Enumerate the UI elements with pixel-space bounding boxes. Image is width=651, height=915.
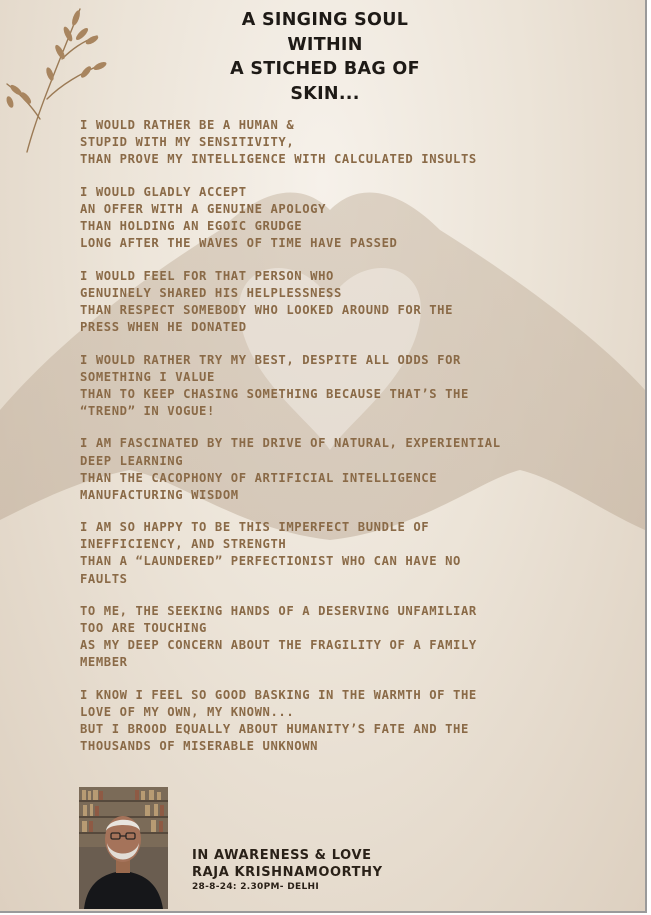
poem-line: LOVE OF MY OWN, MY KNOWN... bbox=[80, 705, 295, 720]
author-portrait-icon bbox=[79, 787, 168, 909]
signature-closing: IN AWARENESS & LOVE bbox=[192, 848, 372, 863]
title-line: SKIN... bbox=[290, 83, 360, 104]
poem-line: I WOULD GLADLY ACCEPT bbox=[80, 184, 247, 199]
stanza bbox=[80, 352, 600, 420]
poem-line: AN OFFER WITH A GENUINE APOLOGY bbox=[80, 201, 327, 216]
author-name: RAJA KRISHNAMOORTHY bbox=[192, 865, 383, 880]
poem-line: STUPID WITH MY SENSITIVITY, bbox=[80, 135, 295, 150]
poem-title bbox=[180, 8, 470, 106]
poem-line: THAN A “LAUNDERED” PERFECTIONIST WHO CAN HAVE NO bbox=[80, 554, 461, 569]
poem-line: THAN THE CACOPHONY OF ARTIFICIAL INTELLIGENCE bbox=[80, 470, 438, 485]
poem-line: THAN HOLDING AN EGOIC GRUDGE bbox=[80, 218, 303, 233]
signature-block bbox=[192, 847, 383, 893]
poem-line: LONG AFTER THE WAVES OF TIME HAVE PASSED bbox=[80, 236, 398, 251]
poem-line: I AM FASCINATED BY THE DRIVE OF NATURAL, EXPERIENTIAL bbox=[80, 436, 501, 451]
stanza bbox=[80, 519, 600, 587]
poem-line: “TREND” IN VOGUE! bbox=[80, 403, 215, 418]
stanza bbox=[80, 603, 600, 671]
stanza bbox=[80, 687, 600, 755]
poem-body bbox=[80, 117, 600, 771]
title-line: A SINGING SOUL bbox=[241, 10, 409, 30]
poem-line: GENUINELY SHARED HIS HELPLESSNESS bbox=[80, 285, 342, 300]
poem-line: THOUSANDS OF MISERABLE UNKNOWN bbox=[80, 739, 319, 754]
author-photo bbox=[79, 787, 168, 909]
poem-line: I KNOW I FEEL SO GOOD BASKING IN THE WARMTH OF THE bbox=[80, 688, 477, 703]
poem-line: I WOULD RATHER TRY MY BEST, DESPITE ALL ODDS FOR bbox=[80, 352, 461, 367]
poem-line: SOMETHING I VALUE bbox=[80, 369, 215, 384]
poem-line: TO ME, THE SEEKING HANDS OF A DESERVING UNFAMILIAR bbox=[80, 604, 477, 619]
poem-line: THAN TO KEEP CHASING SOMETHING BECAUSE THAT’S THE bbox=[80, 386, 469, 401]
poem-line: I WOULD FEEL FOR THAT PERSON WHO bbox=[80, 268, 334, 283]
poem-line: DEEP LEARNING bbox=[80, 453, 184, 468]
signature-date: 28-8-24: 2.30PM- DELHI bbox=[192, 882, 319, 892]
stanza bbox=[80, 184, 600, 252]
poem-line: AS MY DEEP CONCERN ABOUT THE FRAGILITY OF A FAMILY bbox=[80, 638, 477, 653]
poem-line: MANUFACTURING WISDOM bbox=[80, 487, 239, 502]
poem-line: I AM SO HAPPY TO BE THIS IMPERFECT BUNDLE OF bbox=[80, 520, 430, 535]
title-line: WITHIN bbox=[287, 34, 363, 55]
poem-line: INEFFICIENCY, AND STRENGTH bbox=[80, 537, 287, 552]
poem-line: THAN PROVE MY INTELLIGENCE WITH CALCULATED INSULTS bbox=[80, 152, 477, 167]
poem-line: TOO ARE TOUCHING bbox=[80, 621, 207, 636]
poem-line: MEMBER bbox=[80, 655, 128, 670]
poem-line: FAULTS bbox=[80, 571, 128, 586]
stanza bbox=[80, 435, 600, 503]
stanza bbox=[80, 117, 600, 168]
poem-line: PRESS WHEN HE DONATED bbox=[80, 319, 247, 334]
poem-line: THAN RESPECT SOMEBODY WHO LOOKED AROUND FOR THE bbox=[80, 302, 454, 317]
poem-line: BUT I BROOD EQUALLY ABOUT HUMANITY’S FATE AND THE bbox=[80, 722, 469, 737]
stanza bbox=[80, 268, 600, 336]
title-line: A STICHED BAG OF bbox=[230, 59, 420, 79]
poem-line: I WOULD RATHER BE A HUMAN & bbox=[80, 118, 295, 132]
